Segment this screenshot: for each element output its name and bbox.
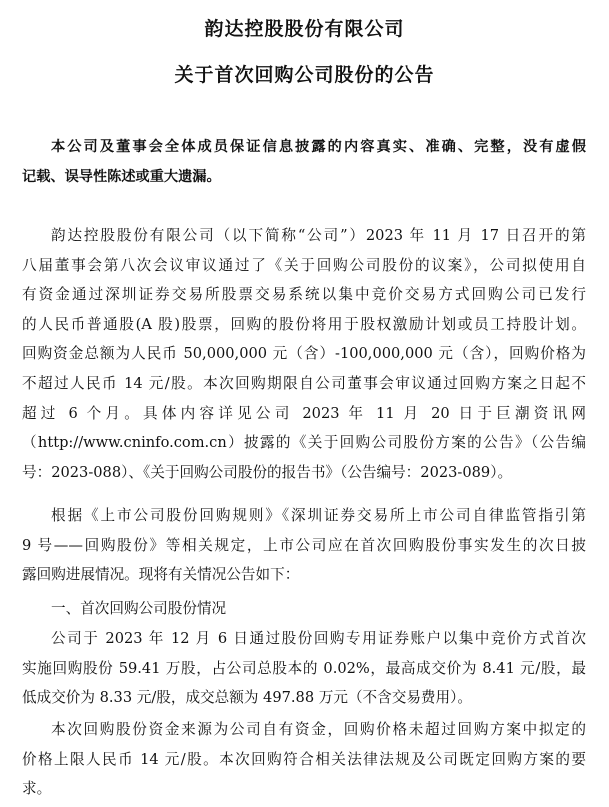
paragraph-first-repurchase [22,624,586,713]
board-statement [22,133,586,192]
text-line: 有资金通过深圳证券交易所股票交易系统以集中竞价交易方式回购公司已发行 [22,286,586,304]
text-line: 价格上限人民币 14 元/股。本次回购符合相关法律法规及公司既定回购方案的要 [22,750,586,768]
text-line: 的人民币普通股(A 股)股票，回购的股份将用于股权激励计划或员工持股计划。 [22,315,586,333]
paragraph-funding-source [22,715,586,804]
text-line: 不超过人民币 14 元/股。本次回购期限自公司董事会审议通过回购方案之日起不 [22,374,586,392]
text-line: （http://www.cninfo.com.cn）披露的《关于回购公司股份方案的公告》（公告编 [22,434,586,452]
text-line: 本次回购股份资金来源为公司自有资金，回购价格未超过回购方案中拟定的 [51,721,586,738]
text-line: 号：2023-088）、《关于回购公司股份的报告书》（公告编号：2023-089）。 [22,463,513,481]
text-line: 实施回购股份 59.41 万股，占公司总股本的 0.02%，最高成交价为 8.41 元/股，最 [22,659,586,677]
announcement-title: 关于首次回购公司股份的公告 [174,64,435,86]
text-line: 露回购进展情况。现将有关情况公告如下： [22,566,300,584]
text-line: 求。 [22,780,52,798]
text-line: 超过 6 个月。具体内容详见公司 2023 年 11 月 20 日于巨潮资讯网 [22,404,586,422]
statement-line: 本公司及董事会全体成员保证信息披露的内容真实、准确、完整，没有虚假 [51,139,586,155]
text-line: 回购资金总额为人民币 50,000,000 元（含）-100,000,000 元（含），回购价格为 [22,345,586,363]
text-line: 八届董事会第八次会议审议通过了《关于回购公司股份的议案》，公司拟使用自 [22,256,586,274]
text-line: 根据《上市公司股份回购规则》《深圳证券交易所上市公司自律监管指引第 [51,507,586,524]
text-line: 9 号——回购股份》等相关规定，上市公司应在首次回购股份事实发生的次日披 [22,536,586,554]
paragraph-regulations [22,501,586,590]
company-name: 韵达控股股份有限公司 [204,18,405,40]
section-heading [22,594,586,624]
paragraph-repurchase-plan [22,221,586,487]
text-line: 低成交价为 8.33 元/股，成交总额为 497.88 万元（不含交易费用）。 [22,689,472,707]
statement-line: 记载、误导性陈述或重大遗漏。 [22,168,221,185]
section-heading-text: 一、首次回购公司股份情况 [51,600,227,617]
text-line: 公司于 2023 年 12 月 6 日通过股份回购专用证券账户以集中竞价方式首次 [51,630,586,647]
text-line: 韵达控股股份有限公司（以下简称“公司”）2023 年 11 月 17 日召开的第 [51,227,586,244]
